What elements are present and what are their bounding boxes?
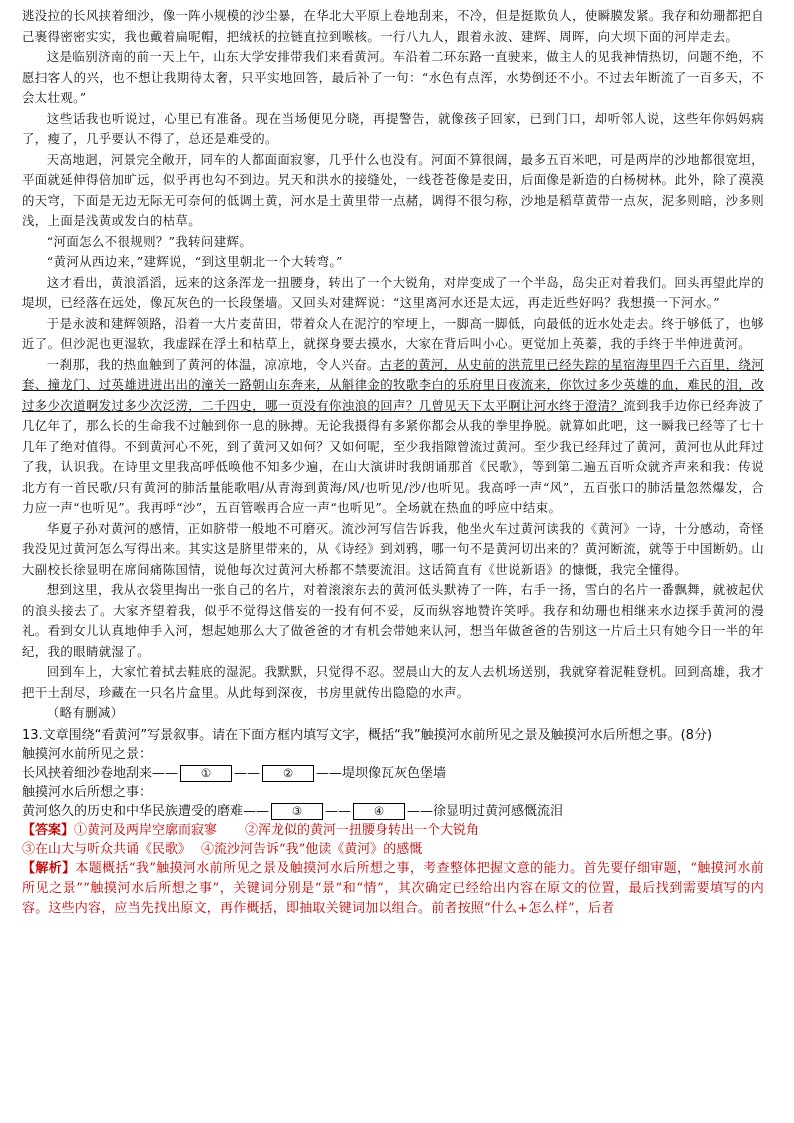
question-13 [22, 726, 764, 821]
paragraph-6: “黄河从西边来，”建辉说，“到这里朝北一个大转弯。” [46, 254, 343, 269]
answer-tag: 【答案】 [22, 822, 75, 838]
after-end: ——徐显明过黄河感慨流泪 [407, 803, 564, 819]
before-start: 长风挟着细沙卷地刮来—— [22, 765, 179, 781]
before-chain [22, 764, 764, 783]
after-start: 黄河悠久的历史和中华民族遭受的磨难—— [22, 803, 270, 819]
answer-item-3: ③在山大与听众共诵《民歌》 [22, 841, 192, 857]
before-end: ——堤坝像瓦灰色堡墙 [316, 765, 447, 781]
paragraph-9-text-b: 流到我手边你已经奔波了几亿年了，那么长的生命我不过触到你一息的脉搏。无论我摄得有多紧你都会从我的拳里挣脱。就算如此吧，这一瞬我已经等了七十几年了绝对值得。不到黄河心不死，到了黄河又如何？又如何呢，至少我指隙曾流过黄河。至少我已经拜过了黄河，黄河也从此拜过了我，认识我。在诗里文里我高呼低唤他不知多少遍，在山大演讲时我朗诵那首《民歌》，等到第二遍五百听众就齐声来和我：传说北方有一首民歌/只有黄河的肺活量能歌唱/从青海到黄海/风/也听见/沙/也听见。我高呼一声“风”，五百张口的肺活量忽然爆发，合力应一声“也听见”。我再呼“沙”，五百管喉再合应一声“也听见”。全场就在热血的呼应中结束。 [22, 397, 764, 515]
paragraph-5: “河面怎么不很规则？”我转问建辉。 [46, 233, 253, 249]
after-chain [22, 802, 764, 821]
answer-box-4[interactable]: ④ [353, 803, 405, 820]
answer-line-2 [22, 840, 764, 859]
answer-item-1: ①黄河及两岸空廓而寂寥 [74, 822, 218, 838]
dash-2: —— [325, 803, 352, 819]
paragraph-12: 回到车上，大家忙着拭去鞋底的湿泥。我默默，只觉得不忍。翌晨山大的友人去机场送别，我就穿着泥鞋登机。回到高雄，我才把干土刮尽，珍藏在一只名片盒里。从此每到深夜，书房里就传出隐隐的水声。 [22, 664, 764, 700]
answer-line-1 [22, 821, 764, 840]
answer-box-1[interactable]: ① [180, 765, 232, 782]
paragraph-8: 于是永波和建辉领路，沿着一大片麦苗田，带着众人在泥泞的窄埂上，一脚高一脚低，向最低的近水处走去。终于够低了，也够近了。但沙泥也更湿软，我虚踩在浮土和枯草上，就探身要去摸水，大家在背后叫小心。更觉加上英蓁，我的手终于半伸进黄河。 [22, 315, 764, 351]
question-stem: 13.文章围绕“看黄河”写景叙事。请在下面方框内填写文字，概括“我”触摸河水前所见之景及触摸河水后所想之事。(8分) [22, 727, 713, 743]
paragraph-1: 逃没拉的长风挟着细沙，像一阵小规模的沙尘暴，在华北大平原上卷地刮来，不冷，但是挺欺负人，使瞬膜发紧。我存和幼珊都把自己裹得密密实实，我也戴着扁呢帽，把绒袄的拉链直拉到喉核。一行八九人，跟着永波、建辉、周晖，向大坝下面的河岸走去。 [22, 8, 764, 44]
answer-item-4: ④流沙河告诉“我”他读《黄河》的感慨 [201, 841, 423, 857]
paragraph-10: 华夏子孙对黄河的感情，正如脐带一般地不可磨灭。流沙河写信告诉我，他坐火车过黄河读我的《黄河》一诗，十分感动，奇怪我没见过黄河怎么写得出来。其实这是脐里带来的，从《诗经》到刘鸦，哪一句不是黄河切出来的？黄河断流，就等于中国断奶。山大副校长徐显明在席间痛陈国情，说他每次过黄河大桥都不禁要流泪。这话简直有《世说新语》的慷慨，我完全懂得。 [22, 520, 764, 577]
analysis [22, 859, 764, 919]
analysis-tag: 【解析】 [22, 860, 76, 876]
paragraph-9 [22, 355, 764, 519]
paragraph-4: 天高地迥，河景完全敞开，同车的人都面面寂寥，几乎什么也没有。河面不算很阔，最多五百米吧，可是两岸的沙地都很宽坦，平面就延伸得倍加旷远，似乎再也勾不到边。旯天和洪水的接缝处，一线苍苍像是麦田，后面像是新造的白杨树林。此外，除了漠漠的天穹，下面是无边无际无可奈何的低调土黄，河水是土黄里带一点赭，调得不很匀称，沙地是稻草黄带一点灰，泥多则暗，沙多则浅，上面是浅黄或发白的枯草。 [22, 151, 764, 228]
dash-1: —— [234, 765, 261, 781]
paragraph-3: 这些话我也听说过，心里已有准备。现在当场便见分晓，再提警告，就像孩子回家，已到门口，却听邻人说，这些年你妈妈病了，瘦了，几乎要认不得了，总还是难受的。 [22, 110, 764, 146]
abridged-note: （略有删减） [46, 705, 124, 720]
article [22, 6, 764, 724]
before-label: 触摸河水前所见之景： [22, 746, 153, 762]
analysis-text: 本题概括“我”触摸河水前所见之景及触摸河水后所想之事，考查整体把握文意的能力。首先要仔细审题，“触摸河水前所见之景”“触摸河水后所想之事”，关键词分别是“景”和“情”，其次确定已经给出内容在原文的位置，最后找到需要填写的内容。这些内容，应当先找出原文，再作概括，即抽取关键词加以组合。前者按照“什么+怎么样”，后者 [22, 860, 764, 916]
underlined-passage: 古老的黄河，从史前的洪荒里已经失踪的星宿海里四千六百里，绕河套、撞龙门、过英雄进进出出的潼关一路朝山东奔来，从斛律金的牧歌李白的乐府里日夜流来，你饮过多少英雄的血，难民的泪，改过多少次道啊发过多少次泛涝，二千四史，哪一页没有你浊浪的回声？几曾见天下太平啊让河水终于澄清？ [22, 356, 765, 413]
paragraph-2: 这是临别济南的前一天上午，山东大学安排带我们来看黄河。车沿着二环东路一直驶来，做主人的见我神情热切，问题不绝，不愿扫客人的兴，也不想让我期待太奢，只平实地回答，最后补了一句：“水色有点浑，水势倒还不小。不过去年断流了一百多天，不会太壮观。” [22, 49, 764, 105]
paragraph-7: 这才看出，黄浪滔滔，远来的这条浑龙一扭腰身，转出了一个大锐角，对岸变成了一个半岛，岛尖正对着我们。回头再望此岸的堤坝，已经落在远处，像瓦灰色的一长段堡墙。又回头对建辉说：“这里离河水还是太远，再走近些好吗？我想摸一下河水。” [22, 274, 764, 310]
paragraph-9-text-a: 一刹那，我的热血触到了黄河的体温，凉凉地，令人兴奋。 [46, 356, 380, 372]
answer-box-3[interactable]: ③ [271, 803, 323, 820]
paragraph-11: 想到这里，我从衣袋里掏出一张自己的名片，对着滚滚东去的黄河低头默祷了一阵，右手一扬，雪白的名片一番飘舞，就被起伏的浪头接去了。大家齐望着我，似乎不觉得这偕妄的一投有何不妥，反而纵容地赞许笑呼。我存和幼珊也相继来水边探手黄河的漫礼。看到女儿认真地伸手入河，想起她那么大了做爸爸的才有机会带她来认河，想当年做爸爸的告别这一片后土只有她今日一半的年纪，我的眼睛就湿了。 [22, 582, 764, 659]
answer-item-2: ②浑龙似的黄河一扭腰身转出一个大锐角 [245, 822, 480, 838]
after-label: 触摸河水后所想之事： [22, 784, 153, 800]
answer-box-2[interactable]: ② [262, 765, 314, 782]
